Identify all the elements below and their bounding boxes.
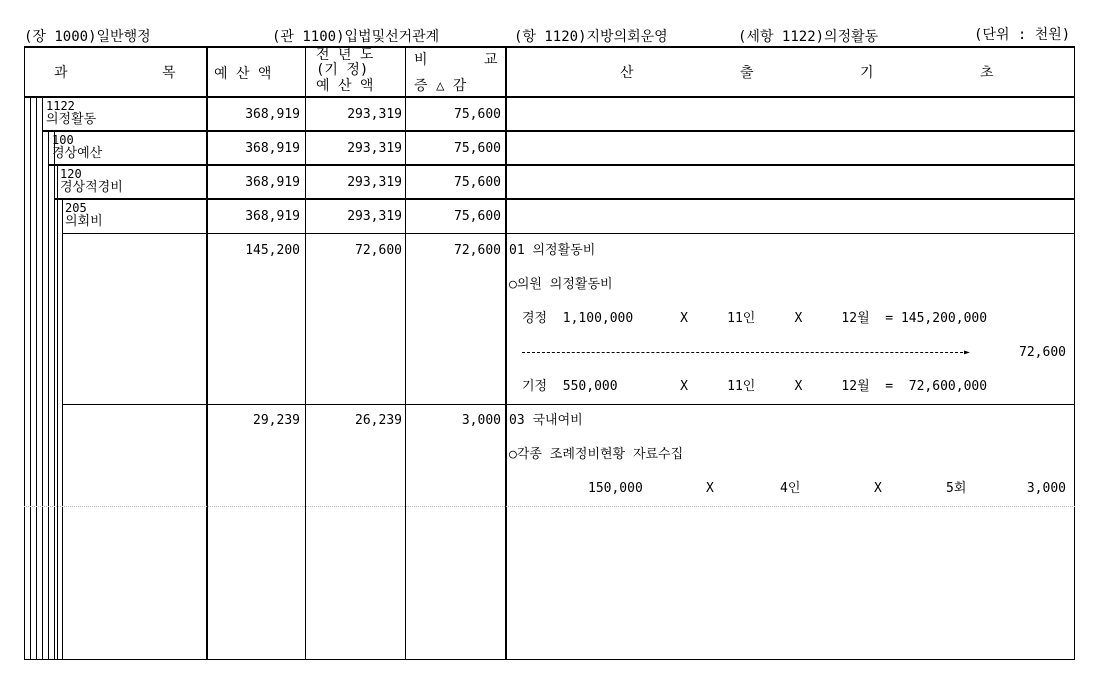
col-cmp-line2: 증 △ 감 [414, 78, 467, 94]
hier-diff: 75,600 [454, 209, 501, 224]
header-unit: (단위 : 천원) [974, 27, 1071, 43]
hier-name: 경상적경비 [60, 180, 123, 195]
hier-diff: 75,600 [454, 107, 501, 122]
hier-prev: 293,319 [347, 141, 402, 156]
hier-prev: 293,319 [347, 175, 402, 190]
header-gwan: (관 1100)입법및선거관계 [272, 29, 440, 45]
hier-diff: 75,600 [454, 175, 501, 190]
header-hang: (항 1120)지방의회운영 [514, 29, 668, 45]
calc-times: 5회 [946, 481, 967, 496]
hier-code: 120 [60, 167, 82, 181]
hier-code: 205 [65, 201, 87, 215]
row-guide [24, 506, 1075, 507]
item-sub: ○의원 의정활동비 [509, 277, 613, 292]
hier-code: 1122 [46, 99, 75, 113]
item-prev: 26,239 [355, 413, 402, 428]
header-jang: (장 1000)일반행정 [24, 29, 151, 45]
header-sehang: (세항 1122)의정활동 [738, 29, 879, 45]
hier-name: 의정활동 [46, 112, 97, 127]
hier-budget: 368,919 [245, 175, 300, 190]
arrow-icon: ► [964, 347, 971, 358]
hier-diff: 75,600 [454, 141, 501, 156]
item-diff: 3,000 [461, 413, 501, 428]
calc-people: 4인 [780, 481, 801, 496]
hier-prev: 293,319 [347, 107, 402, 122]
item-budget: 145,200 [245, 243, 300, 258]
col-basis-1: 산 [620, 65, 634, 81]
col-cmp-a: 비 [414, 52, 428, 68]
calc-x-1: X [706, 481, 714, 496]
hier-budget: 368,919 [245, 209, 300, 224]
col-gwamok-left: 과 [54, 65, 68, 81]
hier-name: 의회비 [65, 214, 103, 229]
item-title: 01 의정활동비 [509, 243, 596, 258]
calc-total: 3,000 [1026, 481, 1066, 496]
item-diff: 72,600 [454, 243, 501, 258]
col-prev-line1: 전 년 도 [316, 47, 374, 63]
item-sub: ○각종 조례정비현황 자료수집 [509, 447, 684, 462]
calc-x-2: X [874, 481, 882, 496]
col-gwamok-right: 목 [162, 65, 176, 81]
col-budget: 예 산 액 [214, 66, 272, 82]
hier-code: 100 [52, 133, 74, 147]
col-prev-line2: (기 정) [316, 62, 369, 78]
col-basis-2: 출 [740, 65, 754, 81]
item-calc-2: 기정 550,000 X 11인 X 12월 = 72,600,000 [522, 379, 988, 394]
item-title: 03 국내여비 [509, 413, 583, 428]
item-prev: 72,600 [355, 243, 402, 258]
hier-prev: 293,319 [347, 209, 402, 224]
item-calc-1: 경정 1,100,000 X 11인 X 12월 = 145,200,000 [522, 311, 988, 326]
col-cmp-b: 교 [484, 52, 498, 68]
hier-budget: 368,919 [245, 107, 300, 122]
item-budget: 29,239 [253, 413, 300, 428]
col-basis-4: 초 [980, 65, 994, 81]
hier-budget: 368,919 [245, 141, 300, 156]
item-dash-amount: 72,600 [1019, 345, 1066, 360]
hier-name: 경상예산 [52, 146, 103, 161]
dashed-separator [522, 352, 968, 353]
col-basis-3: 기 [860, 65, 874, 81]
calc-amount: 150,000 [588, 481, 643, 496]
col-prev-line3: 예 산 액 [316, 78, 374, 94]
